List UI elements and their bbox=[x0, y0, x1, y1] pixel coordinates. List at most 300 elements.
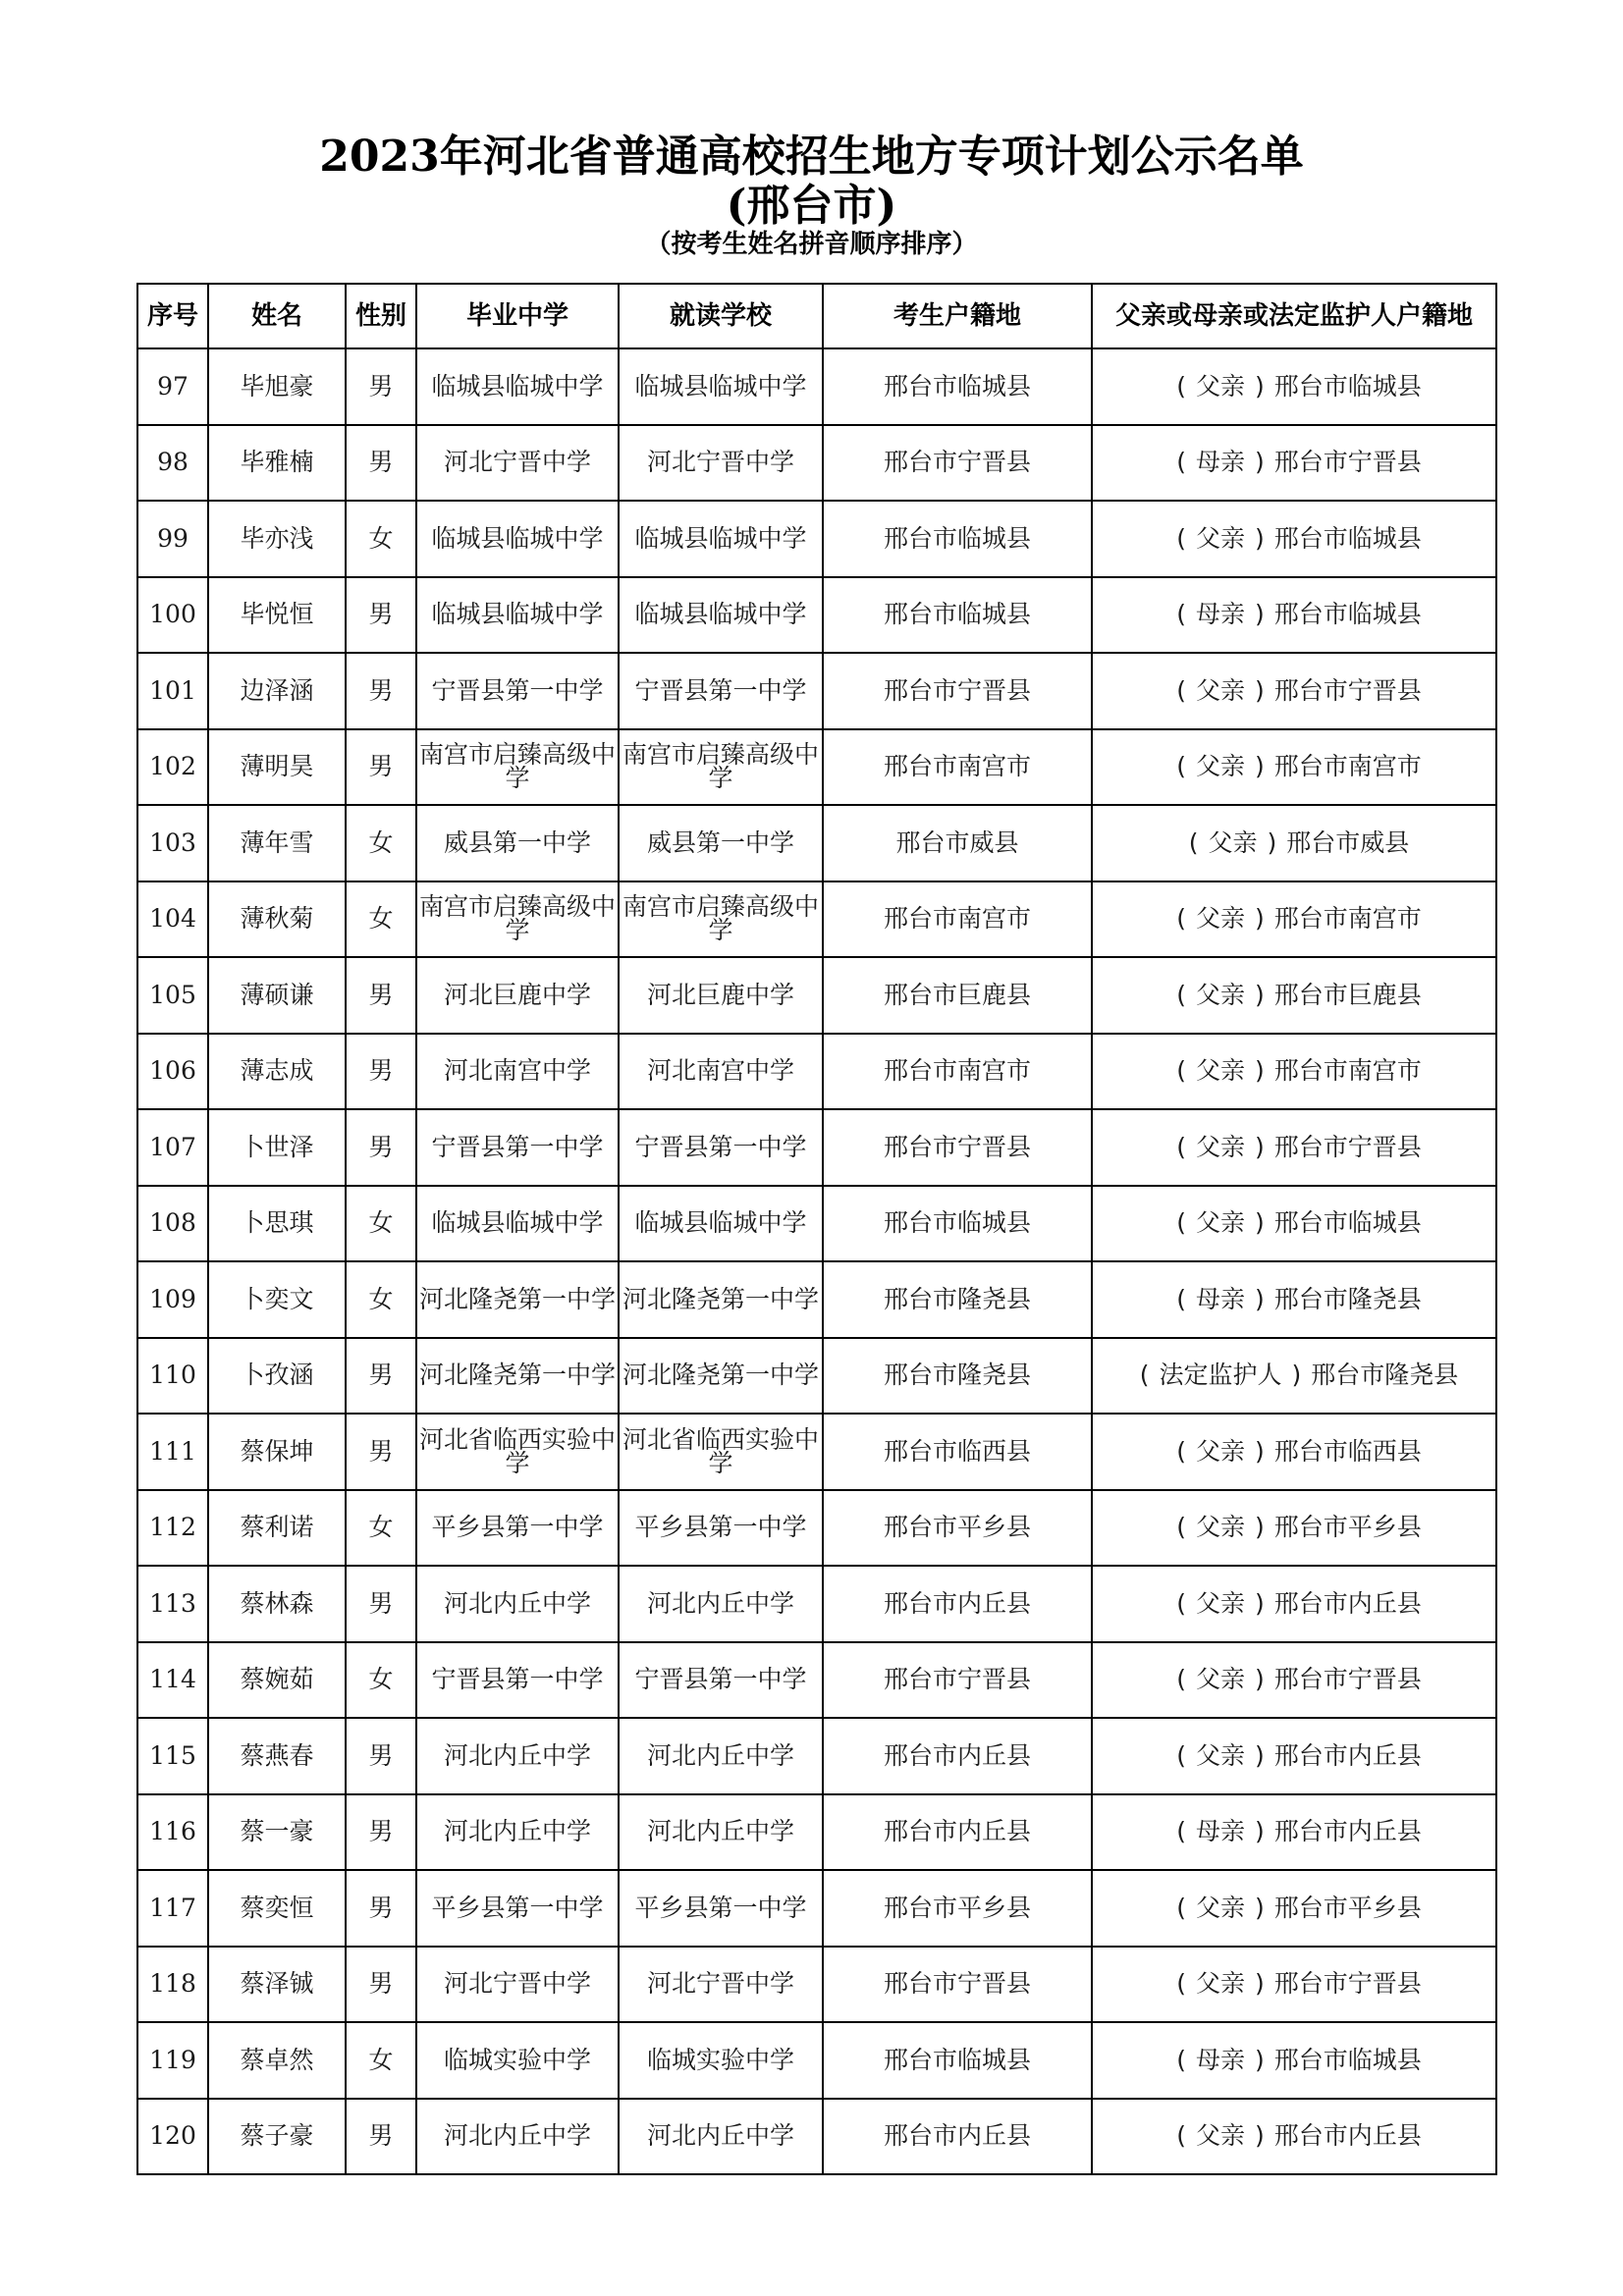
cell-current-school: 河北隆尧第一中学 bbox=[619, 1338, 823, 1415]
parent-location: 邢台市巨鹿县 bbox=[1273, 980, 1422, 1009]
parent-location: 邢台市临西县 bbox=[1273, 1436, 1422, 1466]
open-paren: ( bbox=[1176, 1056, 1186, 1086]
cell-current-school: 河北省临西实验中学 bbox=[619, 1414, 823, 1490]
parent-location: 邢台市宁晋县 bbox=[1273, 675, 1422, 705]
open-paren: ( bbox=[1188, 828, 1199, 857]
open-paren: ( bbox=[1176, 1132, 1186, 1161]
table-row bbox=[137, 1490, 1496, 1567]
parent-relation: 母亲 bbox=[1195, 600, 1245, 629]
cell-current-school: 宁晋县第一中学 bbox=[619, 1642, 823, 1719]
cell-name: 卜世泽 bbox=[208, 1109, 346, 1186]
cell-gender: 男 bbox=[346, 1109, 416, 1186]
cell-name: 蔡燕春 bbox=[208, 1718, 346, 1794]
cell-current-school: 威县第一中学 bbox=[619, 805, 823, 881]
table-row bbox=[137, 2022, 1496, 2099]
cell-current-school: 宁晋县第一中学 bbox=[619, 653, 823, 729]
cell-hukou: 邢台市平乡县 bbox=[823, 1870, 1092, 1947]
table-row bbox=[137, 1338, 1496, 1415]
cell-name: 蔡卓然 bbox=[208, 2022, 346, 2099]
table-row bbox=[137, 1261, 1496, 1338]
open-paren: ( bbox=[1176, 1588, 1186, 1618]
table-row bbox=[137, 425, 1496, 502]
cell-current-school: 南宫市启臻高级中学 bbox=[619, 729, 823, 806]
cell-no: 107 bbox=[137, 1109, 208, 1186]
cell-grad-school: 平乡县第一中学 bbox=[416, 1490, 619, 1567]
table-row bbox=[137, 1642, 1496, 1719]
header-name: 姓名 bbox=[208, 284, 346, 348]
cell-grad-school: 临城实验中学 bbox=[416, 2022, 619, 2099]
header-grad-school: 毕业中学 bbox=[416, 284, 619, 348]
cell-name: 蔡一豪 bbox=[208, 1794, 346, 1871]
cell-name: 薄硕谦 bbox=[208, 957, 346, 1034]
parent-location: 邢台市临城县 bbox=[1273, 523, 1422, 553]
cell-grad-school: 河北内丘中学 bbox=[416, 2099, 619, 2175]
close-paren: ) bbox=[1255, 1969, 1265, 1999]
close-paren: ) bbox=[1255, 1208, 1265, 1238]
cell-hukou: 邢台市内丘县 bbox=[823, 1794, 1092, 1871]
header-gender: 性别 bbox=[346, 284, 416, 348]
cell-hukou: 邢台市临城县 bbox=[823, 501, 1092, 577]
open-paren: ( bbox=[1176, 1436, 1186, 1466]
close-paren: ) bbox=[1255, 600, 1265, 629]
cell-hukou: 邢台市宁晋县 bbox=[823, 653, 1092, 729]
cell-name: 薄明昊 bbox=[208, 729, 346, 806]
table-row bbox=[137, 348, 1496, 425]
table-row bbox=[137, 1718, 1496, 1794]
close-paren: ) bbox=[1255, 675, 1265, 705]
cell-grad-school: 河北省临西实验中学 bbox=[416, 1414, 619, 1490]
parent-relation: 父亲 bbox=[1195, 904, 1245, 934]
page-subtitle-city: (邢台市) bbox=[726, 181, 897, 231]
cell-name: 卜思琪 bbox=[208, 1186, 346, 1262]
parent-location: 邢台市临城县 bbox=[1273, 1208, 1422, 1238]
open-paren: ( bbox=[1176, 904, 1186, 934]
open-paren: ( bbox=[1176, 1893, 1186, 1922]
cell-parent-hukou bbox=[1092, 1642, 1496, 1719]
cell-parent-hukou bbox=[1092, 501, 1496, 577]
cell-hukou: 邢台市内丘县 bbox=[823, 1718, 1092, 1794]
cell-hukou: 邢台市宁晋县 bbox=[823, 425, 1092, 502]
table-row bbox=[137, 1186, 1496, 1262]
parent-location: 邢台市南宫市 bbox=[1273, 1056, 1422, 1086]
cell-hukou: 邢台市内丘县 bbox=[823, 1566, 1092, 1642]
cell-parent-hukou bbox=[1092, 957, 1496, 1034]
cell-no: 116 bbox=[137, 1794, 208, 1871]
cell-parent-hukou bbox=[1092, 1186, 1496, 1262]
cell-no: 118 bbox=[137, 1947, 208, 2023]
cell-hukou: 邢台市巨鹿县 bbox=[823, 957, 1092, 1034]
close-paren: ) bbox=[1255, 752, 1265, 781]
open-paren: ( bbox=[1176, 2045, 1186, 2074]
table-row bbox=[137, 577, 1496, 654]
close-paren: ) bbox=[1291, 1361, 1302, 1390]
parent-location: 邢台市平乡县 bbox=[1273, 1513, 1422, 1542]
parent-location: 邢台市内丘县 bbox=[1273, 1588, 1422, 1618]
parent-relation: 父亲 bbox=[1195, 980, 1245, 1009]
cell-no: 109 bbox=[137, 1261, 208, 1338]
cell-gender: 男 bbox=[346, 577, 416, 654]
parent-relation: 父亲 bbox=[1195, 1056, 1245, 1086]
cell-hukou: 邢台市宁晋县 bbox=[823, 1947, 1092, 2023]
parent-location: 邢台市隆尧县 bbox=[1311, 1361, 1459, 1390]
cell-no: 106 bbox=[137, 1034, 208, 1110]
cell-gender: 男 bbox=[346, 1794, 416, 1871]
cell-grad-school: 南宫市启臻高级中学 bbox=[416, 881, 619, 958]
cell-hukou: 邢台市隆尧县 bbox=[823, 1338, 1092, 1415]
cell-gender: 男 bbox=[346, 1718, 416, 1794]
cell-hukou: 邢台市南宫市 bbox=[823, 881, 1092, 958]
cell-parent-hukou bbox=[1092, 1338, 1496, 1415]
cell-parent-hukou bbox=[1092, 1870, 1496, 1947]
parent-relation: 父亲 bbox=[1195, 2121, 1245, 2151]
close-paren: ) bbox=[1255, 2045, 1265, 2074]
cell-parent-hukou bbox=[1092, 1566, 1496, 1642]
cell-gender: 男 bbox=[346, 1566, 416, 1642]
table-row bbox=[137, 1109, 1496, 1186]
cell-hukou: 邢台市威县 bbox=[823, 805, 1092, 881]
cell-hukou: 邢台市南宫市 bbox=[823, 729, 1092, 806]
cell-name: 蔡保坤 bbox=[208, 1414, 346, 1490]
table-row bbox=[137, 1794, 1496, 1871]
close-paren: ) bbox=[1255, 1513, 1265, 1542]
parent-location: 邢台市威县 bbox=[1286, 828, 1410, 857]
cell-no: 99 bbox=[137, 501, 208, 577]
cell-grad-school: 威县第一中学 bbox=[416, 805, 619, 881]
open-paren: ( bbox=[1176, 980, 1186, 1009]
parent-location: 邢台市临城县 bbox=[1273, 2045, 1422, 2074]
cell-gender: 女 bbox=[346, 881, 416, 958]
cell-name: 薄秋菊 bbox=[208, 881, 346, 958]
cell-no: 102 bbox=[137, 729, 208, 806]
parent-relation: 父亲 bbox=[1195, 1969, 1245, 1999]
close-paren: ) bbox=[1255, 980, 1265, 1009]
cell-no: 98 bbox=[137, 425, 208, 502]
cell-hukou: 邢台市临城县 bbox=[823, 577, 1092, 654]
cell-no: 120 bbox=[137, 2099, 208, 2175]
cell-current-school: 河北宁晋中学 bbox=[619, 425, 823, 502]
parent-relation: 父亲 bbox=[1195, 1665, 1245, 1694]
cell-grad-school: 临城县临城中学 bbox=[416, 1186, 619, 1262]
parent-relation: 父亲 bbox=[1195, 523, 1245, 553]
close-paren: ) bbox=[1255, 1056, 1265, 1086]
cell-current-school: 河北宁晋中学 bbox=[619, 1947, 823, 2023]
close-paren: ) bbox=[1255, 523, 1265, 553]
cell-parent-hukou bbox=[1092, 881, 1496, 958]
parent-relation: 父亲 bbox=[1195, 371, 1245, 400]
parent-relation: 父亲 bbox=[1195, 752, 1245, 781]
cell-grad-school: 河北巨鹿中学 bbox=[416, 957, 619, 1034]
close-paren: ) bbox=[1255, 1893, 1265, 1922]
cell-parent-hukou bbox=[1092, 653, 1496, 729]
cell-name: 毕悦恒 bbox=[208, 577, 346, 654]
cell-parent-hukou bbox=[1092, 577, 1496, 654]
open-paren: ( bbox=[1176, 1284, 1186, 1313]
cell-name: 毕雅楠 bbox=[208, 425, 346, 502]
cell-name: 蔡奕恒 bbox=[208, 1870, 346, 1947]
cell-no: 111 bbox=[137, 1414, 208, 1490]
header-current-school: 就读学校 bbox=[619, 284, 823, 348]
open-paren: ( bbox=[1176, 1513, 1186, 1542]
cell-current-school: 南宫市启臻高级中学 bbox=[619, 881, 823, 958]
open-paren: ( bbox=[1139, 1361, 1150, 1390]
cell-grad-school: 临城县临城中学 bbox=[416, 348, 619, 425]
cell-gender: 男 bbox=[346, 1947, 416, 2023]
parent-relation: 母亲 bbox=[1195, 1817, 1245, 1846]
cell-hukou: 邢台市南宫市 bbox=[823, 1034, 1092, 1110]
parent-relation: 父亲 bbox=[1195, 1208, 1245, 1238]
cell-gender: 男 bbox=[346, 1338, 416, 1415]
header-no: 序号 bbox=[137, 284, 208, 348]
cell-gender: 女 bbox=[346, 805, 416, 881]
cell-hukou: 邢台市宁晋县 bbox=[823, 1642, 1092, 1719]
table-row bbox=[137, 805, 1496, 881]
table-row bbox=[137, 1414, 1496, 1490]
cell-name: 卜奕文 bbox=[208, 1261, 346, 1338]
open-paren: ( bbox=[1176, 1665, 1186, 1694]
cell-gender: 女 bbox=[346, 1490, 416, 1567]
close-paren: ) bbox=[1255, 1665, 1265, 1694]
close-paren: ) bbox=[1255, 1284, 1265, 1313]
cell-no: 112 bbox=[137, 1490, 208, 1567]
parent-location: 邢台市临城县 bbox=[1273, 600, 1422, 629]
cell-current-school: 临城县临城中学 bbox=[619, 501, 823, 577]
parent-location: 邢台市宁晋县 bbox=[1273, 448, 1422, 477]
cell-no: 117 bbox=[137, 1870, 208, 1947]
parent-location: 邢台市宁晋县 bbox=[1273, 1132, 1422, 1161]
header-hukou: 考生户籍地 bbox=[823, 284, 1092, 348]
table-row bbox=[137, 501, 1496, 577]
open-paren: ( bbox=[1176, 371, 1186, 400]
cell-no: 103 bbox=[137, 805, 208, 881]
cell-current-school: 平乡县第一中学 bbox=[619, 1490, 823, 1567]
cell-parent-hukou bbox=[1092, 1490, 1496, 1567]
table-row bbox=[137, 1034, 1496, 1110]
cell-grad-school: 南宫市启臻高级中学 bbox=[416, 729, 619, 806]
cell-hukou: 邢台市宁晋县 bbox=[823, 1109, 1092, 1186]
cell-name: 薄志成 bbox=[208, 1034, 346, 1110]
parent-location: 邢台市内丘县 bbox=[1273, 1740, 1422, 1770]
cell-gender: 女 bbox=[346, 501, 416, 577]
cell-grad-school: 宁晋县第一中学 bbox=[416, 1109, 619, 1186]
cell-name: 毕亦浅 bbox=[208, 501, 346, 577]
parent-relation: 父亲 bbox=[1195, 1513, 1245, 1542]
cell-grad-school: 河北南宫中学 bbox=[416, 1034, 619, 1110]
open-paren: ( bbox=[1176, 2121, 1186, 2151]
cell-gender: 男 bbox=[346, 957, 416, 1034]
parent-relation: 母亲 bbox=[1195, 448, 1245, 477]
cell-hukou: 邢台市临西县 bbox=[823, 1414, 1092, 1490]
cell-hukou: 邢台市临城县 bbox=[823, 348, 1092, 425]
cell-current-school: 平乡县第一中学 bbox=[619, 1870, 823, 1947]
cell-no: 100 bbox=[137, 577, 208, 654]
cell-no: 105 bbox=[137, 957, 208, 1034]
cell-no: 115 bbox=[137, 1718, 208, 1794]
cell-parent-hukou bbox=[1092, 348, 1496, 425]
cell-current-school: 临城县临城中学 bbox=[619, 577, 823, 654]
cell-current-school: 河北内丘中学 bbox=[619, 2099, 823, 2175]
parent-location: 邢台市隆尧县 bbox=[1273, 1284, 1422, 1313]
cell-hukou: 邢台市临城县 bbox=[823, 2022, 1092, 2099]
cell-current-school: 河北巨鹿中学 bbox=[619, 957, 823, 1034]
open-paren: ( bbox=[1176, 1208, 1186, 1238]
cell-hukou: 邢台市临城县 bbox=[823, 1186, 1092, 1262]
cell-current-school: 河北南宫中学 bbox=[619, 1034, 823, 1110]
cell-current-school: 临城实验中学 bbox=[619, 2022, 823, 2099]
close-paren: ) bbox=[1255, 1132, 1265, 1161]
cell-no: 97 bbox=[137, 348, 208, 425]
parent-location: 邢台市宁晋县 bbox=[1273, 1665, 1422, 1694]
cell-gender: 男 bbox=[346, 348, 416, 425]
cell-hukou: 邢台市隆尧县 bbox=[823, 1261, 1092, 1338]
cell-no: 114 bbox=[137, 1642, 208, 1719]
parent-relation: 父亲 bbox=[1195, 1740, 1245, 1770]
parent-relation: 母亲 bbox=[1195, 2045, 1245, 2074]
cell-parent-hukou bbox=[1092, 729, 1496, 806]
parent-relation: 父亲 bbox=[1195, 1132, 1245, 1161]
cell-current-school: 河北内丘中学 bbox=[619, 1794, 823, 1871]
cell-current-school: 河北内丘中学 bbox=[619, 1566, 823, 1642]
cell-current-school: 临城县临城中学 bbox=[619, 1186, 823, 1262]
cell-name: 蔡林森 bbox=[208, 1566, 346, 1642]
cell-current-school: 临城县临城中学 bbox=[619, 348, 823, 425]
cell-grad-school: 河北内丘中学 bbox=[416, 1794, 619, 1871]
cell-name: 边泽涵 bbox=[208, 653, 346, 729]
cell-name: 蔡婉茹 bbox=[208, 1642, 346, 1719]
parent-location: 邢台市宁晋县 bbox=[1273, 1969, 1422, 1999]
table-row bbox=[137, 729, 1496, 806]
cell-grad-school: 宁晋县第一中学 bbox=[416, 1642, 619, 1719]
cell-parent-hukou bbox=[1092, 2022, 1496, 2099]
cell-name: 毕旭豪 bbox=[208, 348, 346, 425]
cell-parent-hukou bbox=[1092, 1109, 1496, 1186]
close-paren: ) bbox=[1255, 1588, 1265, 1618]
open-paren: ( bbox=[1176, 1817, 1186, 1846]
close-paren: ) bbox=[1255, 371, 1265, 400]
close-paren: ) bbox=[1255, 1436, 1265, 1466]
close-paren: ) bbox=[1255, 448, 1265, 477]
cell-grad-school: 河北宁晋中学 bbox=[416, 425, 619, 502]
cell-grad-school: 河北隆尧第一中学 bbox=[416, 1338, 619, 1415]
open-paren: ( bbox=[1176, 752, 1186, 781]
cell-hukou: 邢台市内丘县 bbox=[823, 2099, 1092, 2175]
close-paren: ) bbox=[1267, 828, 1277, 857]
parent-location: 邢台市南宫市 bbox=[1273, 904, 1422, 934]
parent-relation: 父亲 bbox=[1208, 828, 1258, 857]
parent-relation: 母亲 bbox=[1195, 1284, 1245, 1313]
open-paren: ( bbox=[1176, 600, 1186, 629]
cell-grad-school: 宁晋县第一中学 bbox=[416, 653, 619, 729]
cell-parent-hukou bbox=[1092, 1718, 1496, 1794]
cell-parent-hukou bbox=[1092, 1947, 1496, 2023]
table-row bbox=[137, 1870, 1496, 1947]
close-paren: ) bbox=[1255, 1817, 1265, 1846]
parent-location: 邢台市南宫市 bbox=[1273, 752, 1422, 781]
cell-gender: 女 bbox=[346, 1642, 416, 1719]
cell-parent-hukou bbox=[1092, 1034, 1496, 1110]
parent-relation: 父亲 bbox=[1195, 675, 1245, 705]
cell-grad-school: 平乡县第一中学 bbox=[416, 1870, 619, 1947]
close-paren: ) bbox=[1255, 1740, 1265, 1770]
cell-current-school: 宁晋县第一中学 bbox=[619, 1109, 823, 1186]
table-body bbox=[137, 348, 1496, 2174]
cell-gender: 男 bbox=[346, 729, 416, 806]
cell-gender: 男 bbox=[346, 1414, 416, 1490]
table-header-row bbox=[137, 284, 1496, 348]
page-subtitle-sort-note: （按考生姓名拼音顺序排序） bbox=[645, 230, 978, 259]
cell-parent-hukou bbox=[1092, 1794, 1496, 1871]
cell-parent-hukou bbox=[1092, 805, 1496, 881]
cell-parent-hukou bbox=[1092, 2099, 1496, 2175]
cell-gender: 男 bbox=[346, 2099, 416, 2175]
cell-gender: 女 bbox=[346, 2022, 416, 2099]
cell-no: 113 bbox=[137, 1566, 208, 1642]
cell-name: 蔡泽铖 bbox=[208, 1947, 346, 2023]
parent-relation: 父亲 bbox=[1195, 1893, 1245, 1922]
cell-grad-school: 河北宁晋中学 bbox=[416, 1947, 619, 2023]
cell-parent-hukou bbox=[1092, 425, 1496, 502]
cell-name: 薄年雪 bbox=[208, 805, 346, 881]
cell-gender: 女 bbox=[346, 1261, 416, 1338]
table-row bbox=[137, 2099, 1496, 2175]
open-paren: ( bbox=[1176, 1740, 1186, 1770]
cell-grad-school: 河北内丘中学 bbox=[416, 1718, 619, 1794]
cell-grad-school: 临城县临城中学 bbox=[416, 501, 619, 577]
parent-location: 邢台市临城县 bbox=[1273, 371, 1422, 400]
cell-gender: 男 bbox=[346, 1034, 416, 1110]
cell-parent-hukou bbox=[1092, 1414, 1496, 1490]
parent-relation: 父亲 bbox=[1195, 1588, 1245, 1618]
cell-name: 蔡利诺 bbox=[208, 1490, 346, 1567]
cell-grad-school: 河北内丘中学 bbox=[416, 1566, 619, 1642]
open-paren: ( bbox=[1176, 448, 1186, 477]
cell-gender: 男 bbox=[346, 1870, 416, 1947]
close-paren: ) bbox=[1255, 904, 1265, 934]
cell-no: 108 bbox=[137, 1186, 208, 1262]
cell-gender: 男 bbox=[346, 425, 416, 502]
parent-location: 邢台市内丘县 bbox=[1273, 1817, 1422, 1846]
parent-relation: 法定监护人 bbox=[1159, 1361, 1282, 1390]
header-parent-hukou: 父亲或母亲或法定监护人户籍地 bbox=[1092, 284, 1496, 348]
parent-location: 邢台市内丘县 bbox=[1273, 2121, 1422, 2151]
table-row bbox=[137, 881, 1496, 958]
cell-current-school: 河北内丘中学 bbox=[619, 1718, 823, 1794]
cell-parent-hukou bbox=[1092, 1261, 1496, 1338]
cell-no: 119 bbox=[137, 2022, 208, 2099]
cell-no: 110 bbox=[137, 1338, 208, 1415]
table-row bbox=[137, 957, 1496, 1034]
table-row bbox=[137, 1566, 1496, 1642]
page-title: 2023年河北省普通高校招生地方专项计划公示名单 bbox=[319, 132, 1304, 182]
table-row bbox=[137, 1947, 1496, 2023]
open-paren: ( bbox=[1176, 523, 1186, 553]
applicant-table bbox=[136, 283, 1497, 2175]
close-paren: ) bbox=[1255, 2121, 1265, 2151]
cell-name: 卜孜涵 bbox=[208, 1338, 346, 1415]
cell-no: 101 bbox=[137, 653, 208, 729]
cell-current-school: 河北隆尧第一中学 bbox=[619, 1261, 823, 1338]
open-paren: ( bbox=[1176, 1969, 1186, 1999]
parent-location: 邢台市平乡县 bbox=[1273, 1893, 1422, 1922]
cell-grad-school: 临城县临城中学 bbox=[416, 577, 619, 654]
cell-gender: 男 bbox=[346, 653, 416, 729]
cell-name: 蔡子豪 bbox=[208, 2099, 346, 2175]
cell-grad-school: 河北隆尧第一中学 bbox=[416, 1261, 619, 1338]
cell-no: 104 bbox=[137, 881, 208, 958]
cell-gender: 女 bbox=[346, 1186, 416, 1262]
parent-relation: 父亲 bbox=[1195, 1436, 1245, 1466]
cell-hukou: 邢台市平乡县 bbox=[823, 1490, 1092, 1567]
open-paren: ( bbox=[1176, 675, 1186, 705]
